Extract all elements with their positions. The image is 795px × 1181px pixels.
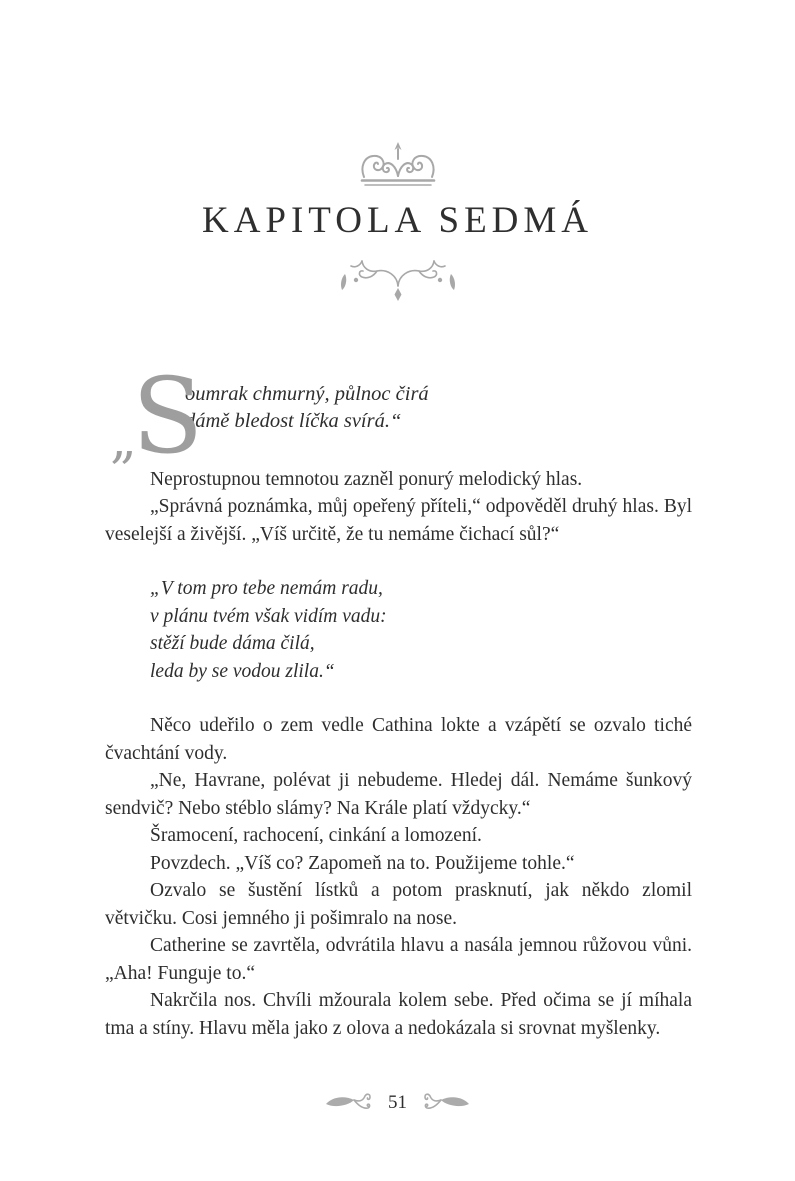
body-paragraph: „Ne, Havrane, polévat ji nebudeme. Hledej dál. Nemáme šunkový sendvič? Nebo stéblo slámy? Na Krále platí vždycky.“ — [105, 770, 692, 819]
page-number: 51 — [388, 1092, 407, 1113]
page-footer — [0, 1092, 795, 1114]
leaf-left-icon — [325, 1092, 371, 1114]
body-paragraph: Něco udeřilo o zem vedle Cathina lokte a vzápětí se ozvalo tiché čvachtání vody. — [105, 715, 692, 764]
body-paragraph: Catherine se zavrtěla, odvrátila hlavu a nasála jemnou růžovou vůni. „Aha! Funguje to.“ — [105, 935, 692, 984]
chapter-title: KAPITOLA SEDMÁ — [201, 200, 594, 241]
chapter-header — [0, 0, 795, 306]
flourish-icon — [333, 257, 463, 301]
verse-line: v plánu tvém však vidím vadu: — [150, 605, 387, 627]
body-paragraph: Ozvalo se šustění lístků a potom prasknutí, jak někdo zlomil větvičku. Cosi jemného ji pošimralo na nose. — [105, 880, 692, 929]
verse-line: leda by se vodou zlila.“ — [150, 660, 335, 682]
epigraph-line: oumrak chmurný, půlnoc čirá — [185, 382, 429, 405]
epigraph-open-quote: „ — [110, 409, 137, 470]
verse-line: stěží bude dáma čilá, — [150, 633, 315, 655]
body-paragraph: Neprostupnou temnotou zazněl ponurý melodický hlas. — [150, 468, 583, 490]
crown-icon — [358, 141, 438, 189]
chapter-text — [105, 354, 692, 1043]
drop-cap-letter: S — [132, 354, 204, 477]
body-paragraph: Šramocení, rachocení, cinkání a lomození. — [150, 825, 482, 847]
leaf-right-icon — [424, 1092, 470, 1114]
body-paragraph: Povzdech. „Víš co? Zapomeň na to. Použijeme tohle.“ — [150, 852, 575, 874]
epigraph-line: dámě bledost líčka svírá.“ — [185, 410, 402, 433]
verse-line: „V tom pro tebe nemám radu, — [150, 578, 383, 600]
body-paragraph: Nakrčila nos. Chvíli mžourala kolem sebe. Před očima se jí míhala tma a stíny. Hlavu měla jako z olova a nedokázala si srovnat myšlenky. — [105, 990, 692, 1039]
epigraph — [105, 354, 692, 477]
verse-block — [150, 575, 692, 685]
epigraph-verse — [185, 380, 692, 436]
body-paragraph: „Správná poznámka, můj opeřený příteli,“ odpověděl druhý hlas. Byl veselejší a živější. „Víš určitě, že tu nemáme čichací sůl?“ — [105, 496, 692, 545]
